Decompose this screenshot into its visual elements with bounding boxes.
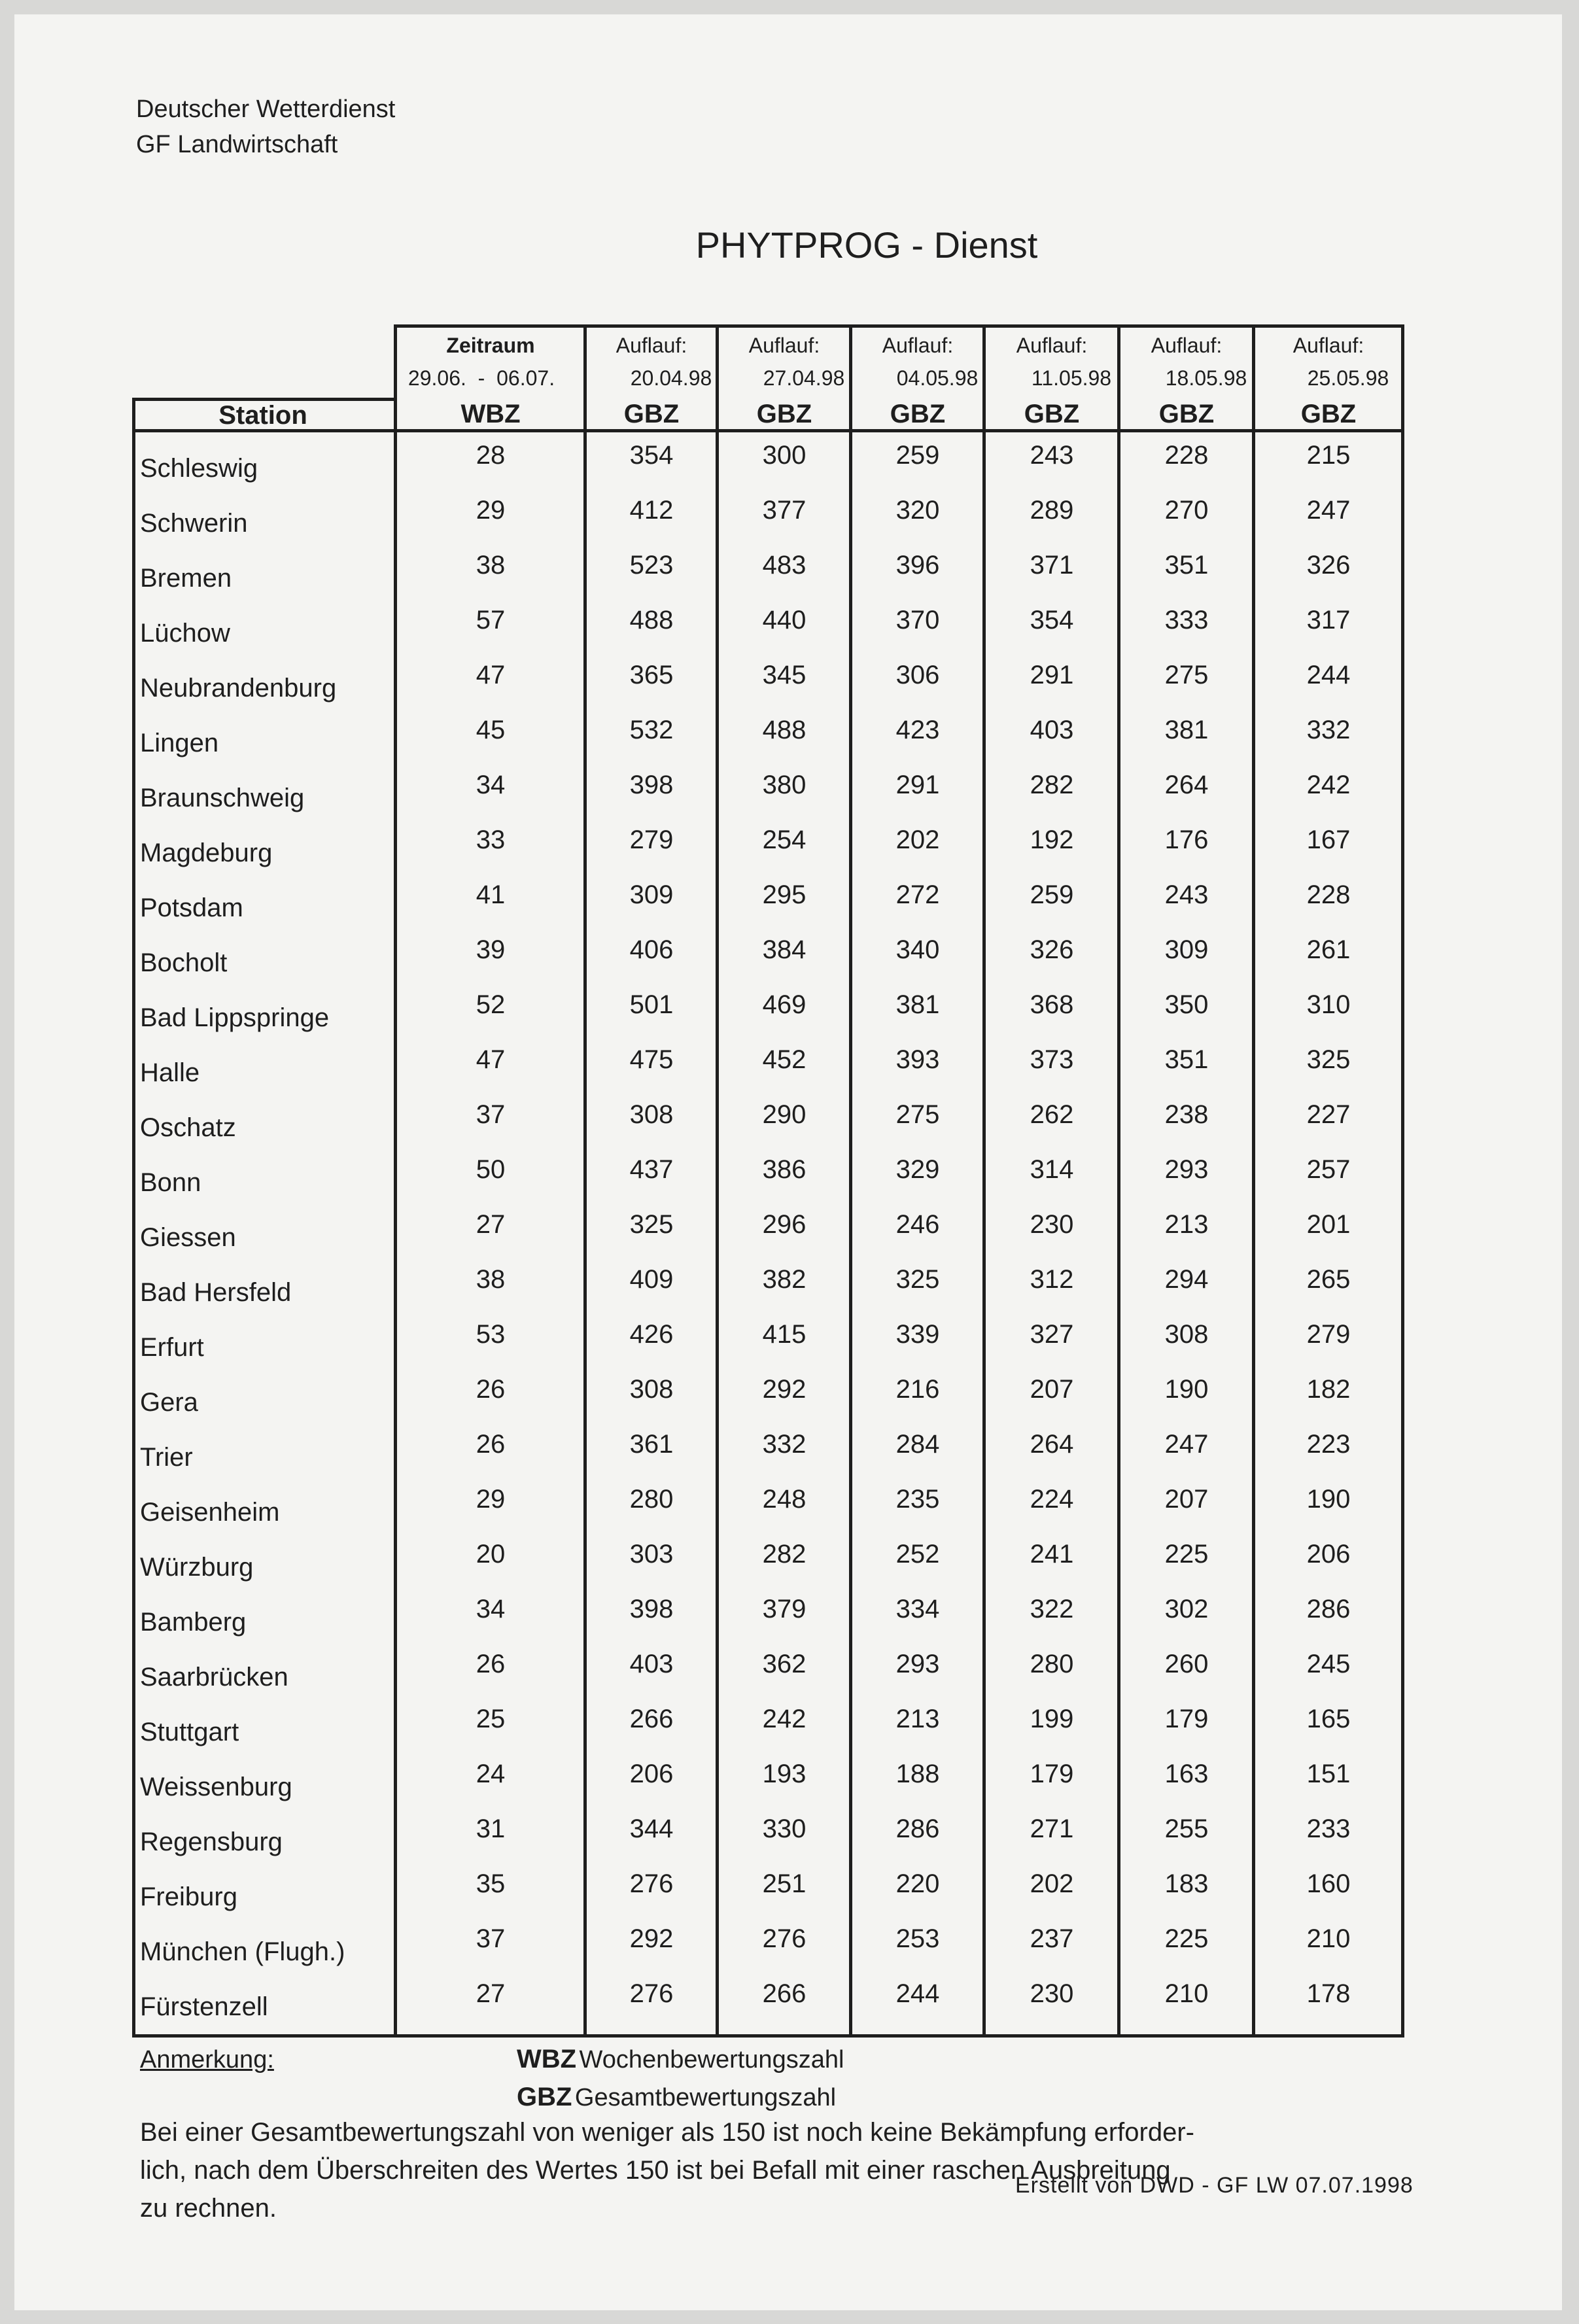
- table-value-cell: 280: [629, 1485, 674, 1514]
- table-value-cell: 403: [629, 1650, 674, 1678]
- org-department: GF Landwirtschaft: [136, 131, 338, 158]
- table-value-cell: 244: [895, 1979, 940, 2008]
- table-value-cell: 39: [476, 935, 506, 964]
- table-value-cell: 373: [1030, 1045, 1074, 1074]
- table-value-cell: 469: [762, 990, 807, 1019]
- table-value-cell: 182: [1306, 1375, 1351, 1404]
- table-value-cell: 210: [1164, 1979, 1209, 2008]
- table-value-cell: 261: [1306, 935, 1351, 964]
- table-column-divider: [394, 324, 397, 2034]
- document-page: [14, 14, 1562, 2310]
- table-value-cell: 398: [629, 771, 674, 799]
- station-name: Halle: [140, 1058, 200, 1087]
- table-value-cell: 178: [1306, 1979, 1351, 2008]
- credit-line: Erstellt von DWD - GF LW 07.07.1998: [1015, 2173, 1414, 2198]
- table-value-cell: 34: [476, 1595, 506, 1623]
- column-header-unit: GBZ: [1300, 400, 1357, 428]
- table-value-cell: 284: [895, 1430, 940, 1459]
- legend-text: Wochenbewertungszahl: [579, 2046, 844, 2073]
- table-value-cell: 163: [1164, 1760, 1209, 1788]
- table-value-cell: 230: [1030, 1979, 1074, 2008]
- table-value-cell: 276: [762, 1924, 807, 1953]
- table-value-cell: 403: [1030, 716, 1074, 744]
- station-name: Würzburg: [140, 1553, 254, 1582]
- column-header-date: 18.05.98: [1165, 366, 1247, 390]
- table-value-cell: 53: [476, 1320, 506, 1349]
- table-value-cell: 202: [1030, 1869, 1074, 1898]
- table-value-cell: 29: [476, 1485, 506, 1514]
- table-value-cell: 326: [1306, 551, 1351, 580]
- table-value-cell: 242: [762, 1705, 807, 1733]
- table-value-cell: 440: [762, 606, 807, 634]
- org-name: Deutscher Wetterdienst: [136, 95, 396, 123]
- station-name: Schleswig: [140, 454, 258, 483]
- station-name: Stuttgart: [140, 1718, 239, 1746]
- table-value-cell: 415: [762, 1320, 807, 1349]
- table-value-cell: 190: [1164, 1375, 1209, 1404]
- station-name: Bonn: [140, 1168, 201, 1197]
- table-value-cell: 31: [476, 1814, 506, 1843]
- table-value-cell: 225: [1164, 1924, 1209, 1953]
- table-value-cell: 24: [476, 1760, 506, 1788]
- table-border-top: [394, 324, 1404, 328]
- station-name: Bocholt: [140, 948, 228, 977]
- table-value-cell: 325: [895, 1265, 940, 1294]
- table-value-cell: 423: [895, 716, 940, 744]
- table-value-cell: 308: [629, 1100, 674, 1129]
- column-header-date: 11.05.98: [1031, 366, 1112, 390]
- table-value-cell: 192: [1030, 825, 1074, 854]
- table-value-cell: 293: [1164, 1155, 1209, 1184]
- station-name: Geisenheim: [140, 1498, 280, 1527]
- table-value-cell: 326: [1030, 935, 1074, 964]
- table-value-cell: 340: [895, 935, 940, 964]
- table-value-cell: 225: [1164, 1540, 1209, 1569]
- table-value-cell: 483: [762, 551, 807, 580]
- table-value-cell: 488: [762, 716, 807, 744]
- table-value-cell: 206: [629, 1760, 674, 1788]
- table-value-cell: 308: [1164, 1320, 1209, 1349]
- station-name: Bremen: [140, 564, 232, 593]
- table-value-cell: 255: [1164, 1814, 1209, 1843]
- table-value-cell: 351: [1164, 1045, 1209, 1074]
- table-value-cell: 452: [762, 1045, 807, 1074]
- table-value-cell: 210: [1306, 1924, 1351, 1953]
- table-value-cell: 179: [1164, 1705, 1209, 1733]
- table-value-cell: 37: [476, 1924, 506, 1953]
- table-value-cell: 227: [1306, 1100, 1351, 1129]
- table-value-cell: 322: [1030, 1595, 1074, 1623]
- table-value-cell: 265: [1306, 1265, 1351, 1294]
- table-value-cell: 29: [476, 496, 506, 525]
- table-value-cell: 362: [762, 1650, 807, 1678]
- table-value-cell: 33: [476, 825, 506, 854]
- table-value-cell: 330: [762, 1814, 807, 1843]
- station-name: Bad Lippspringe: [140, 1003, 330, 1032]
- table-value-cell: 190: [1306, 1485, 1351, 1514]
- table-value-cell: 488: [629, 606, 674, 634]
- table-value-cell: 523: [629, 551, 674, 580]
- table-value-cell: 377: [762, 496, 807, 525]
- table-value-cell: 406: [629, 935, 674, 964]
- station-name: Weissenburg: [140, 1773, 292, 1801]
- table-value-cell: 270: [1164, 496, 1209, 525]
- table-value-cell: 262: [1030, 1100, 1074, 1129]
- table-value-cell: 257: [1306, 1155, 1351, 1184]
- table-value-cell: 426: [629, 1320, 674, 1349]
- table-value-cell: 371: [1030, 551, 1074, 580]
- table-value-cell: 25: [476, 1705, 506, 1733]
- table-value-cell: 201: [1306, 1210, 1351, 1239]
- table-value-cell: 35: [476, 1869, 506, 1898]
- table-value-cell: 272: [895, 880, 940, 909]
- station-name: Schwerin: [140, 509, 248, 538]
- table-value-cell: 286: [895, 1814, 940, 1843]
- table-value-cell: 332: [1306, 716, 1351, 744]
- table-value-cell: 345: [762, 661, 807, 689]
- table-value-cell: 253: [895, 1924, 940, 1953]
- table-value-cell: 176: [1164, 825, 1209, 854]
- table-value-cell: 26: [476, 1430, 506, 1459]
- column-header-date: 29.06. - 06.07.: [408, 366, 555, 390]
- table-value-cell: 393: [895, 1045, 940, 1074]
- table-value-cell: 381: [1164, 716, 1209, 744]
- table-value-cell: 259: [895, 441, 940, 470]
- table-value-cell: 160: [1306, 1869, 1351, 1898]
- table-value-cell: 280: [1030, 1650, 1074, 1678]
- station-name: Lüchow: [140, 619, 230, 648]
- legend-abbr: WBZ: [517, 2045, 577, 2073]
- station-name: Bamberg: [140, 1608, 247, 1637]
- station-name: Regensburg: [140, 1828, 283, 1856]
- table-value-cell: 309: [629, 880, 674, 909]
- table-value-cell: 188: [895, 1760, 940, 1788]
- station-name: Fürstenzell: [140, 1992, 268, 2021]
- station-name: Trier: [140, 1443, 193, 1472]
- station-name: Bad Hersfeld: [140, 1278, 292, 1307]
- table-value-cell: 26: [476, 1375, 506, 1404]
- station-name: Braunschweig: [140, 784, 305, 812]
- table-value-cell: 294: [1164, 1265, 1209, 1294]
- table-value-cell: 216: [895, 1375, 940, 1404]
- table-value-cell: 361: [629, 1430, 674, 1459]
- table-value-cell: 47: [476, 1045, 506, 1074]
- station-name: Lingen: [140, 729, 219, 757]
- note-text-line: zu rechnen.: [140, 2194, 277, 2223]
- table-value-cell: 207: [1164, 1485, 1209, 1514]
- table-value-cell: 286: [1306, 1595, 1351, 1623]
- column-header-date: 27.04.98: [763, 366, 845, 390]
- table-value-cell: 295: [762, 880, 807, 909]
- table-value-cell: 264: [1030, 1430, 1074, 1459]
- table-value-cell: 246: [895, 1210, 940, 1239]
- station-name: Oschatz: [140, 1113, 236, 1142]
- column-header-label: Zeitraum: [446, 334, 535, 357]
- table-column-divider: [1401, 324, 1404, 2034]
- table-value-cell: 289: [1030, 496, 1074, 525]
- table-value-cell: 230: [1030, 1210, 1074, 1239]
- table-value-cell: 215: [1306, 441, 1351, 470]
- phytprog-table: [132, 306, 1409, 2024]
- note-label: Anmerkung:: [140, 2046, 274, 2073]
- table-value-cell: 206: [1306, 1540, 1351, 1569]
- table-value-cell: 264: [1164, 771, 1209, 799]
- table-value-cell: 241: [1030, 1540, 1074, 1569]
- table-value-cell: 306: [895, 661, 940, 689]
- table-value-cell: 309: [1164, 935, 1209, 964]
- table-value-cell: 244: [1306, 661, 1351, 689]
- table-value-cell: 412: [629, 496, 674, 525]
- table-value-cell: 34: [476, 771, 506, 799]
- table-value-cell: 220: [895, 1869, 940, 1898]
- table-value-cell: 314: [1030, 1155, 1074, 1184]
- table-value-cell: 354: [629, 441, 674, 470]
- table-column-divider: [1252, 324, 1255, 2034]
- table-value-cell: 199: [1030, 1705, 1074, 1733]
- table-value-cell: 310: [1306, 990, 1351, 1019]
- table-value-cell: 228: [1164, 441, 1209, 470]
- table-value-cell: 167: [1306, 825, 1351, 854]
- table-value-cell: 370: [895, 606, 940, 634]
- column-header-date: 25.05.98: [1307, 366, 1389, 390]
- station-column-header: Station: [218, 401, 307, 430]
- table-value-cell: 20: [476, 1540, 506, 1569]
- table-value-cell: 325: [629, 1210, 674, 1239]
- table-value-cell: 193: [762, 1760, 807, 1788]
- column-header-label: Auflauf:: [1151, 334, 1223, 357]
- table-value-cell: 339: [895, 1320, 940, 1349]
- legend-text: Gesamtbewertungszahl: [574, 2084, 837, 2111]
- table-value-cell: 351: [1164, 551, 1209, 580]
- station-name: Neubrandenburg: [140, 674, 337, 702]
- legend-gbz: [517, 2083, 836, 2112]
- table-value-cell: 532: [629, 716, 674, 744]
- table-value-cell: 501: [629, 990, 674, 1019]
- column-header-label: Auflauf:: [1293, 334, 1364, 357]
- table-value-cell: 213: [1164, 1210, 1209, 1239]
- table-value-cell: 344: [629, 1814, 674, 1843]
- table-value-cell: 290: [762, 1100, 807, 1129]
- table-value-cell: 320: [895, 496, 940, 525]
- table-value-cell: 238: [1164, 1100, 1209, 1129]
- station-name: Magdeburg: [140, 839, 273, 867]
- station-name: Giessen: [140, 1223, 236, 1252]
- note-text-line: lich, nach dem Überschreiten des Wertes 150 ist bei Befall mit einer raschen Ausbreitung: [140, 2156, 1171, 2185]
- table-value-cell: 300: [762, 441, 807, 470]
- column-header-unit: GBZ: [623, 400, 680, 428]
- table-value-cell: 296: [762, 1210, 807, 1239]
- table-value-cell: 291: [895, 771, 940, 799]
- station-name: München (Flugh.): [140, 1937, 345, 1966]
- table-value-cell: 380: [762, 771, 807, 799]
- table-value-cell: 291: [1030, 661, 1074, 689]
- table-value-cell: 247: [1306, 496, 1351, 525]
- table-value-cell: 26: [476, 1650, 506, 1678]
- page-title: PHYTPROG - Dienst: [695, 224, 1038, 266]
- table-value-cell: 151: [1306, 1760, 1351, 1788]
- table-value-cell: 52: [476, 990, 506, 1019]
- table-value-cell: 260: [1164, 1650, 1209, 1678]
- table-value-cell: 235: [895, 1485, 940, 1514]
- table-value-cell: 384: [762, 935, 807, 964]
- table-value-cell: 237: [1030, 1924, 1074, 1953]
- column-header-date: 04.05.98: [896, 366, 979, 390]
- table-value-cell: 279: [629, 825, 674, 854]
- table-value-cell: 224: [1030, 1485, 1074, 1514]
- table-value-cell: 282: [762, 1540, 807, 1569]
- table-value-cell: 271: [1030, 1814, 1074, 1843]
- table-value-cell: 386: [762, 1155, 807, 1184]
- table-value-cell: 334: [895, 1595, 940, 1623]
- table-value-cell: 243: [1164, 880, 1209, 909]
- table-value-cell: 38: [476, 1265, 506, 1294]
- table-value-cell: 57: [476, 606, 506, 634]
- table-column-divider: [583, 324, 587, 2034]
- column-header-date: 20.04.98: [630, 366, 712, 390]
- station-name: Saarbrücken: [140, 1663, 288, 1691]
- table-value-cell: 275: [1164, 661, 1209, 689]
- table-value-cell: 308: [629, 1375, 674, 1404]
- table-value-cell: 350: [1164, 990, 1209, 1019]
- table-value-cell: 37: [476, 1100, 506, 1129]
- column-header-unit: GBZ: [1024, 400, 1080, 428]
- column-header-unit: GBZ: [890, 400, 946, 428]
- table-value-cell: 50: [476, 1155, 506, 1184]
- table-value-cell: 28: [476, 441, 506, 470]
- table-value-cell: 251: [762, 1869, 807, 1898]
- table-value-cell: 252: [895, 1540, 940, 1569]
- table-column-divider: [716, 324, 719, 2034]
- table-value-cell: 332: [762, 1430, 807, 1459]
- column-header-label: Auflauf:: [616, 334, 687, 357]
- legend-abbr: GBZ: [517, 2083, 572, 2111]
- table-column-divider: [1117, 324, 1120, 2034]
- table-value-cell: 303: [629, 1540, 674, 1569]
- table-value-cell: 243: [1030, 441, 1074, 470]
- table-value-cell: 279: [1306, 1320, 1351, 1349]
- table-value-cell: 409: [629, 1265, 674, 1294]
- table-value-cell: 223: [1306, 1430, 1351, 1459]
- table-value-cell: 233: [1306, 1814, 1351, 1843]
- table-value-cell: 292: [629, 1924, 674, 1953]
- table-value-cell: 381: [895, 990, 940, 1019]
- table-value-cell: 38: [476, 551, 506, 580]
- table-border-left: [132, 398, 135, 2034]
- table-value-cell: 275: [895, 1100, 940, 1129]
- table-value-cell: 329: [895, 1155, 940, 1184]
- table-value-cell: 242: [1306, 771, 1351, 799]
- table-value-cell: 365: [629, 661, 674, 689]
- table-value-cell: 368: [1030, 990, 1074, 1019]
- table-value-cell: 292: [762, 1375, 807, 1404]
- table-value-cell: 165: [1306, 1705, 1351, 1733]
- table-column-divider: [982, 324, 986, 2034]
- table-border-bottom: [132, 2034, 1404, 2038]
- table-value-cell: 207: [1030, 1375, 1074, 1404]
- table-value-cell: 276: [629, 1979, 674, 2008]
- legend-wbz: [517, 2045, 844, 2074]
- note-text-line: Bei einer Gesamtbewertungszahl von weniger als 150 ist noch keine Bekämpfung erforder-: [140, 2118, 1194, 2147]
- column-header-unit: WBZ: [460, 400, 521, 428]
- table-value-cell: 27: [476, 1210, 506, 1239]
- table-value-cell: 382: [762, 1265, 807, 1294]
- table-value-cell: 312: [1030, 1265, 1074, 1294]
- table-value-cell: 379: [762, 1595, 807, 1623]
- table-value-cell: 293: [895, 1650, 940, 1678]
- column-header-label: Auflauf:: [882, 334, 954, 357]
- table-value-cell: 437: [629, 1155, 674, 1184]
- table-value-cell: 317: [1306, 606, 1351, 634]
- table-value-cell: 27: [476, 1979, 506, 2008]
- table-value-cell: 41: [476, 880, 506, 909]
- table-value-cell: 475: [629, 1045, 674, 1074]
- table-value-cell: 245: [1306, 1650, 1351, 1678]
- table-value-cell: 398: [629, 1595, 674, 1623]
- table-value-cell: 325: [1306, 1045, 1351, 1074]
- table-value-cell: 266: [629, 1705, 674, 1733]
- column-header-label: Auflauf:: [748, 334, 820, 357]
- table-value-cell: 179: [1030, 1760, 1074, 1788]
- table-value-cell: 45: [476, 716, 506, 744]
- table-value-cell: 302: [1164, 1595, 1209, 1623]
- table-value-cell: 276: [629, 1869, 674, 1898]
- table-value-cell: 213: [895, 1705, 940, 1733]
- table-value-cell: 47: [476, 661, 506, 689]
- table-value-cell: 354: [1030, 606, 1074, 634]
- table-value-cell: 333: [1164, 606, 1209, 634]
- table-value-cell: 183: [1164, 1869, 1209, 1898]
- table-value-cell: 254: [762, 825, 807, 854]
- table-value-cell: 259: [1030, 880, 1074, 909]
- column-header-unit: GBZ: [756, 400, 812, 428]
- table-value-cell: 202: [895, 825, 940, 854]
- column-header-unit: GBZ: [1158, 400, 1215, 428]
- station-name: Freiburg: [140, 1882, 237, 1911]
- table-value-cell: 228: [1306, 880, 1351, 909]
- table-value-cell: 396: [895, 551, 940, 580]
- table-column-divider: [849, 324, 852, 2034]
- column-header-label: Auflauf:: [1016, 334, 1088, 357]
- table-value-cell: 327: [1030, 1320, 1074, 1349]
- station-name: Gera: [140, 1388, 198, 1417]
- table-value-cell: 266: [762, 1979, 807, 2008]
- station-name: Erfurt: [140, 1333, 204, 1362]
- table-value-cell: 247: [1164, 1430, 1209, 1459]
- table-value-cell: 248: [762, 1485, 807, 1514]
- station-name: Potsdam: [140, 893, 243, 922]
- table-value-cell: 282: [1030, 771, 1074, 799]
